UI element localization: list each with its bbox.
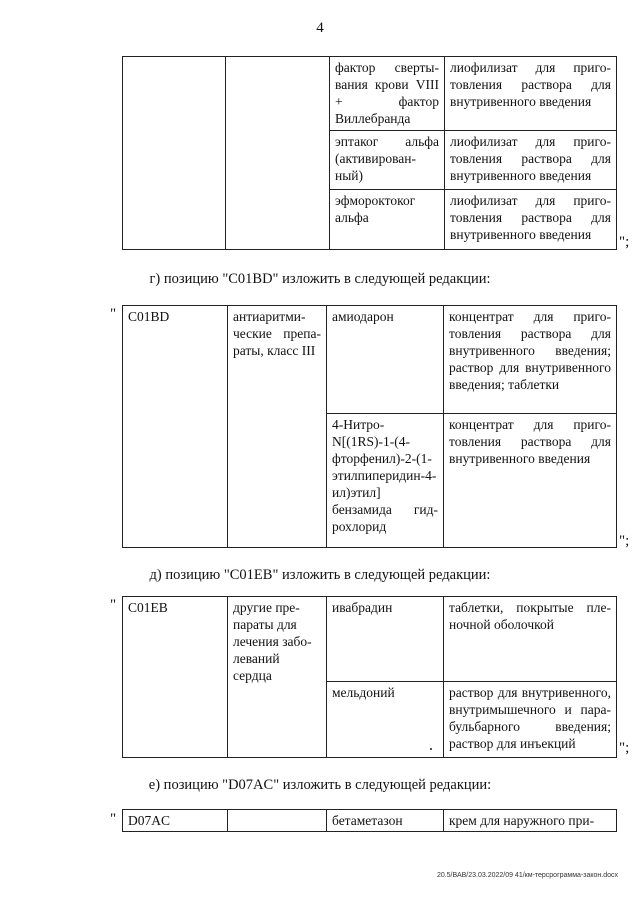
form-cell: концентрат для приготовления раствора для внутривенного введения <box>444 414 617 548</box>
group-cell <box>226 57 330 250</box>
substance-cell: мельдоний <box>327 682 444 758</box>
code-cell: D07AC <box>123 810 228 832</box>
paragraph-e: е) позицию "D07AC" изложить в следующей редакции: <box>148 777 492 793</box>
substance-cell: фактор свертывания крови VIII + фактор Виллебранда <box>330 57 445 131</box>
table-continuation <box>122 56 617 250</box>
closing-quote: "; <box>619 533 630 549</box>
substance-cell: эптаког альфа (активированный) <box>330 131 445 190</box>
table-row <box>123 57 617 131</box>
group-cell: антиаритмические препараты, класс III <box>228 306 327 548</box>
form-cell: лиофилизат для приготовления раствора для внутривенного введения <box>445 57 617 131</box>
form-cell: крем для наружного при- <box>444 810 617 832</box>
code-cell: C01EB <box>123 597 228 758</box>
form-cell: концентрат для приготовления раствора для внутривенного введения; раствор для внутривенного введения; таблетки <box>444 306 617 414</box>
table-d07ac <box>122 809 617 832</box>
paragraph-d: д) позицию "C01EB" изложить в следующей редакции: <box>149 567 491 583</box>
table-row <box>123 306 617 414</box>
form-cell: лиофилизат для приготовления раствора для внутривенного введения <box>445 131 617 190</box>
file-path-footer: 20.5/ВАВ/23.03.2022/09 41/км-терсрограмма-закон.docx <box>436 872 618 879</box>
substance-cell: бетаметазон <box>327 810 444 832</box>
page-number: 4 <box>316 20 324 36</box>
code-cell: C01BD <box>123 306 228 548</box>
closing-quote: "; <box>619 234 630 250</box>
scan-speck <box>430 748 432 750</box>
opening-quote: " <box>110 597 117 613</box>
substance-cell: эфмороктоког альфа <box>330 190 445 250</box>
table-c01eb <box>122 596 617 758</box>
form-cell: таблетки, покрытые пленочной оболочкой <box>444 597 617 682</box>
substance-cell: амиодарон <box>327 306 444 414</box>
form-cell: раствор для внутривенного, внутримышечного и парабульбарного введения; раствор для инъекций <box>444 682 617 758</box>
table-row <box>123 597 617 682</box>
form-cell: лиофилизат для приготовления раствора для внутривенного введения <box>445 190 617 250</box>
table-c01bd <box>122 305 617 548</box>
substance-cell: 4-Нитро-N[(1RS)-1-(4-фторфенил)-2-(1-этилпиперидин-4-ил)этил] бензамида гидрохлорид <box>327 414 444 548</box>
paragraph-g: г) позицию "C01BD" изложить в следующей редакции: <box>149 271 491 287</box>
opening-quote: " <box>110 811 117 827</box>
group-cell <box>228 810 327 832</box>
closing-quote: "; <box>619 740 630 756</box>
table-row <box>123 810 617 832</box>
substance-cell: ивабрадин <box>327 597 444 682</box>
code-cell <box>123 57 226 250</box>
opening-quote: " <box>110 306 117 322</box>
group-cell: другие препараты для лечения заболеваний сердца <box>228 597 327 758</box>
